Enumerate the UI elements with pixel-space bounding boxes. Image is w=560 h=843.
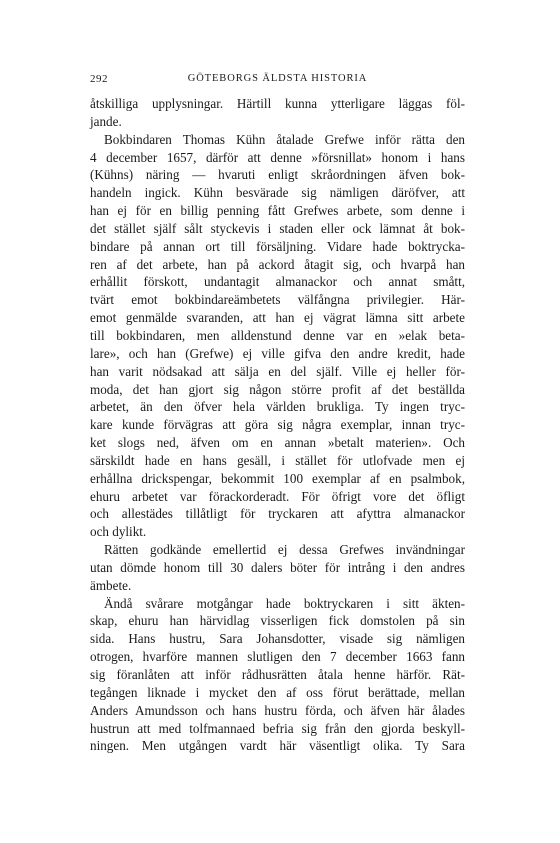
text-line: och dylikt. xyxy=(90,524,147,540)
text-line: (Kühns) näring — hvaruti enligt skråordningen äfven bok- xyxy=(90,167,465,183)
text-line: hustrun att med tolfmannaed befria sig från den gjorda beskyll- xyxy=(90,720,465,736)
text-line: bindare på annan ort till försäljning. Vidare hade boktrycka- xyxy=(90,238,465,254)
text-line: ehuru arbetet var förackorderadt. För öfrigt vore det öfligt xyxy=(90,488,465,504)
text-line: erhållna drickspengar, bekommit 100 exemplar af en psalmbok, xyxy=(90,470,465,486)
text-line: Anders Amundsson och hans hustru förda, och äfven här ålades xyxy=(90,702,465,718)
running-title: GÖTEBORGS ÄLDSTA HISTORIA xyxy=(187,73,368,84)
text-line: han ej för en billig penning fått Grefwes arbete, som denne i xyxy=(90,203,465,219)
text-line: Rätten godkände emellertid ej dessa Grefwes invändningar xyxy=(104,542,465,558)
text-line: utan dömde honom till 30 dalers böter för intrång i den andres xyxy=(90,559,465,575)
text-line: Bokbindaren Thomas Kühn åtalade Grefwe inför rätta den xyxy=(104,131,465,147)
text-line: och allestädes tillåtligt för tryckaren att afyttra almanackor xyxy=(90,506,465,522)
running-head xyxy=(90,73,465,91)
body-text xyxy=(90,95,465,755)
text-line: otrogen, hvarföre mannen slutligen den 7 december 1663 fann xyxy=(90,649,465,665)
text-line: tvärt emot bokbindareämbetets välfångna privilegier. Här- xyxy=(90,292,465,308)
text-line: ren af det arbete, han på ackord åtagit sig, och hvarpå han xyxy=(90,256,465,272)
text-line: jande. xyxy=(90,113,122,129)
text-line: moda, det han gjort sig någon större profit af det beställda xyxy=(90,381,465,397)
text-line: han varit nödsakad att sälja en del själf. Ville ej heller för- xyxy=(90,363,465,379)
text-line: ket slogs ned, äfven om en annan »betalt materien». Och xyxy=(90,435,465,451)
text-line: tegången liknade i mycket den af oss förut berättade, mellan xyxy=(90,684,465,700)
page-number: 292 xyxy=(90,73,108,85)
text-line: arbetet, än den öfver hela världen brukliga. Ty ingen tryc- xyxy=(90,399,465,415)
text-line: sida. Hans hustru, Sara Johansdotter, visade sig nämligen xyxy=(90,631,465,647)
text-line: Ändå svårare motgångar hade boktryckaren i sitt äkten- xyxy=(104,595,465,611)
text-line: handeln ingick. Kühn besvärade sig nämligen däröfver, att xyxy=(90,185,465,201)
text-line: skap, ehuru han härvidlag visserligen fick domstolen på sin xyxy=(90,613,465,629)
text-line: till bokbindaren, men alldenstund denne var en »elak beta- xyxy=(90,327,465,343)
book-page xyxy=(90,73,465,755)
text-line: erhållit förskott, undantagit almanackor och annat smått, xyxy=(90,274,465,290)
text-line: sig föranlåten att inför rådhusrätten åtala henne härför. Rät- xyxy=(90,667,465,682)
text-line: lare», och han (Grefwe) ej ville gifva den andre kredit, hade xyxy=(90,345,465,361)
text-line: 4 december 1657, därför att denne »försnillat» honom i hans xyxy=(90,149,465,165)
text-line: ämbete. xyxy=(90,577,132,593)
text-line: det stället själf sålt styckevis i staden eller ock lämnat åt bok- xyxy=(90,220,465,236)
text-line: kare kunde förvägras att göra sig några exemplar, innan tryc- xyxy=(90,417,465,433)
text-line: åtskilliga upplysningar. Härtill kunna ytterligare läggas föl- xyxy=(90,96,465,111)
text-line: särskildt hade en hans gesäll, i stället för utlofvade men ej xyxy=(90,452,465,468)
text-line: ningen. Men utgången vardt här väsentligt olika. Ty Sara xyxy=(90,738,465,754)
text-line: emot genmälde svaranden, att han ej vägrat lämna sitt arbete xyxy=(90,310,465,326)
